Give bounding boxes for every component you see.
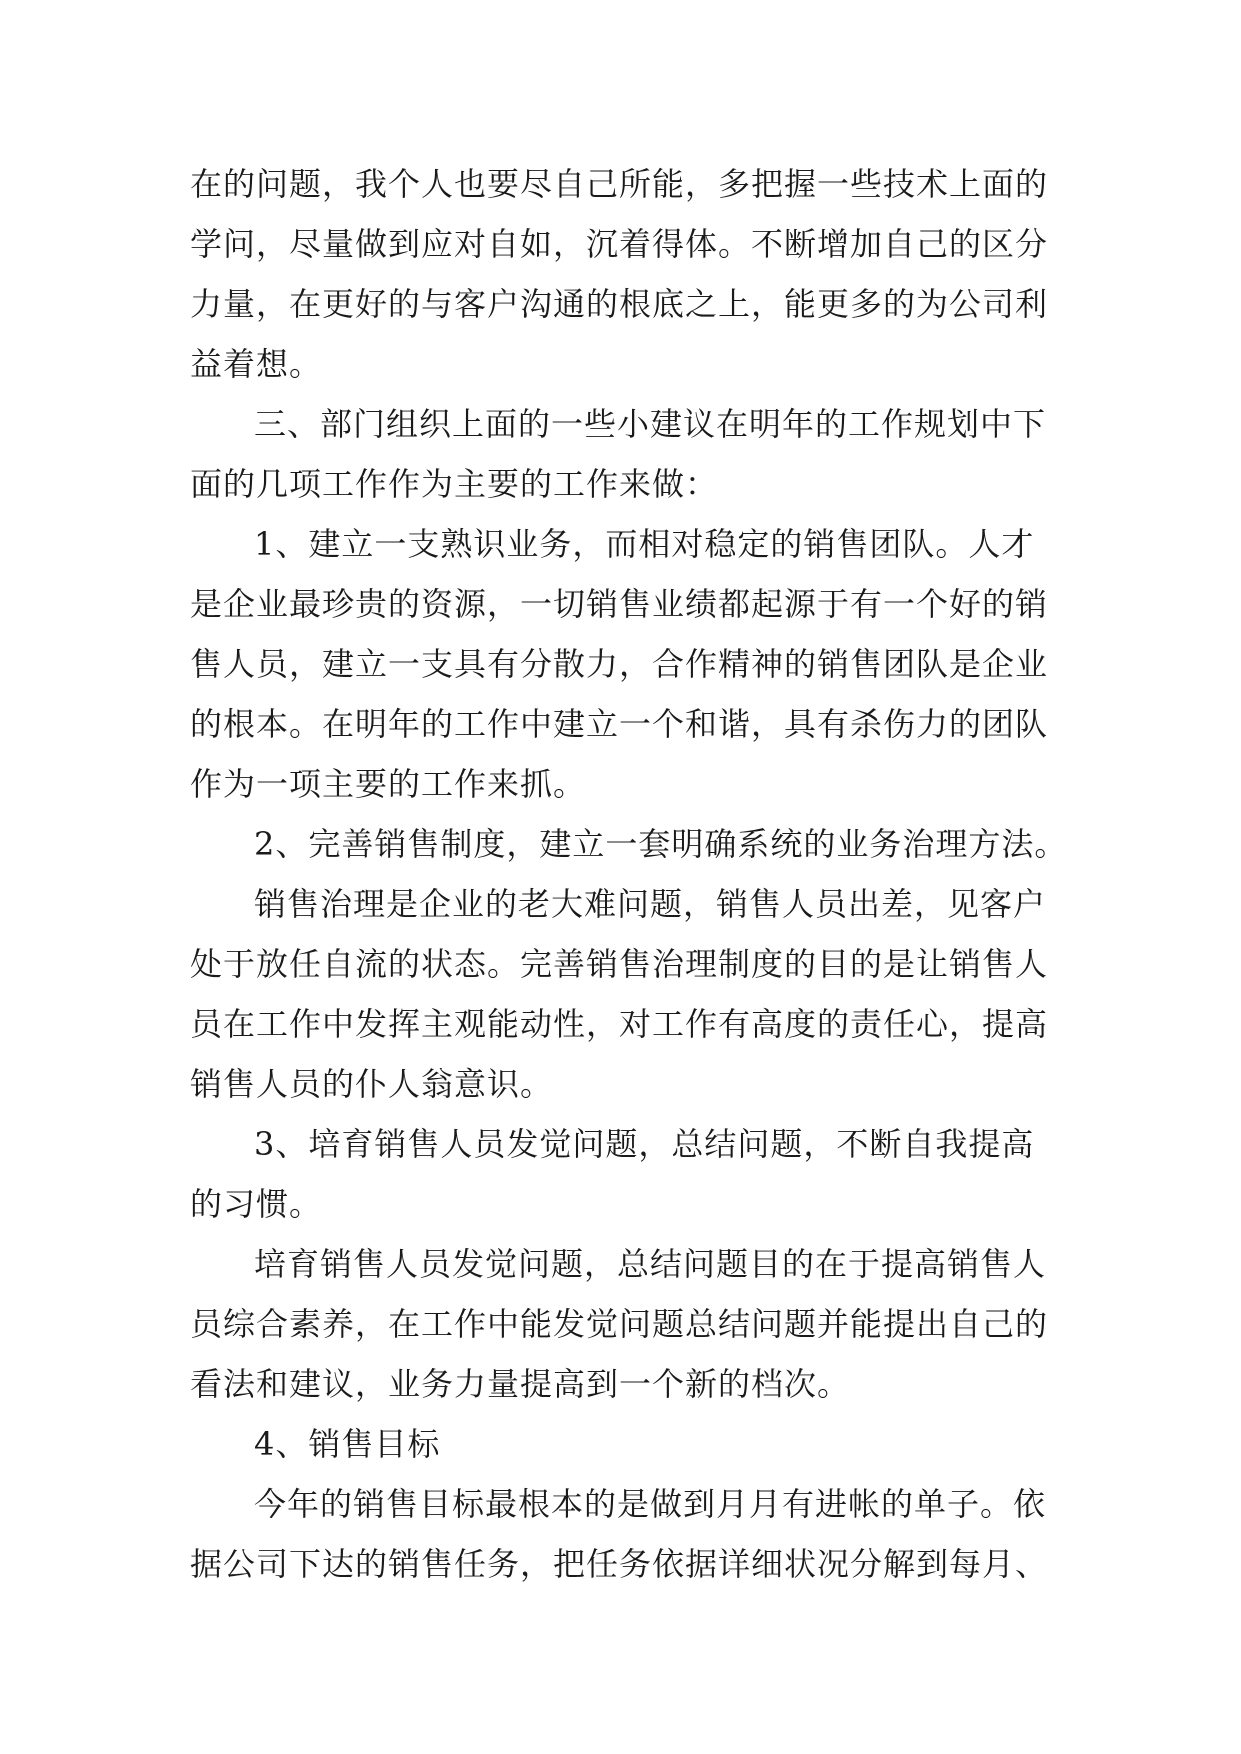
text-line: 的根本。在明年的工作中建立一个和谐，具有杀伤力的团队 — [190, 705, 1049, 743]
text-line: 销售治理是企业的老大难问题，销售人员出差，见客户 — [254, 885, 1047, 923]
text-line: 今年的销售目标最根本的是做到月月有进帐的单子。依 — [254, 1485, 1047, 1523]
text-line: 的习惯。 — [190, 1185, 323, 1223]
text-line: 益着想。 — [190, 345, 323, 383]
text-line: 面的几项工作作为主要的工作来做： — [190, 465, 719, 503]
text-line: 在的问题，我个人也要尽自己所能，多把握一些技术上面的 — [190, 165, 1049, 203]
text-line: 三、部门组织上面的一些小建议在明年的工作规划中下 — [254, 405, 1047, 443]
text-line: 员综合素养，在工作中能发觉问题总结问题并能提出自己的 — [190, 1305, 1049, 1343]
text-line: 3、培育销售人员发觉问题，总结问题，不断自我提高 — [254, 1125, 1035, 1163]
text-line: 售人员，建立一支具有分散力，合作精神的销售团队是企业 — [190, 645, 1049, 683]
document-body — [190, 154, 1068, 1594]
text-line: 据公司下达的销售任务，把任务依据详细状况分解到每月、 — [190, 1545, 1049, 1583]
text-line: 培育销售人员发觉问题，总结问题目的在于提高销售人 — [254, 1245, 1047, 1283]
text-line: 是企业最珍贵的资源，一切销售业绩都起源于有一个好的销 — [190, 585, 1049, 623]
text-line: 看法和建议，业务力量提高到一个新的档次。 — [190, 1365, 851, 1403]
text-line: 2、完善销售制度，建立一套明确系统的业务治理方法。 — [254, 825, 1068, 863]
text-line: 学问，尽量做到应对自如，沉着得体。不断增加自己的区分 — [190, 225, 1049, 263]
text-line: 员在工作中发挥主观能动性，对工作有高度的责任心，提高 — [190, 1005, 1049, 1043]
text-line: 力量，在更好的与客户沟通的根底之上，能更多的为公司利 — [190, 285, 1049, 323]
text-line: 处于放任自流的状态。完善销售治理制度的目的是让销售人 — [190, 945, 1049, 983]
text-line: 作为一项主要的工作来抓。 — [190, 765, 587, 803]
text-line: 4、销售目标 — [254, 1425, 441, 1463]
text-line: 销售人员的仆人翁意识。 — [190, 1065, 554, 1103]
text-line: 1、建立一支熟识业务，而相对稳定的销售团队。人才 — [254, 525, 1035, 563]
